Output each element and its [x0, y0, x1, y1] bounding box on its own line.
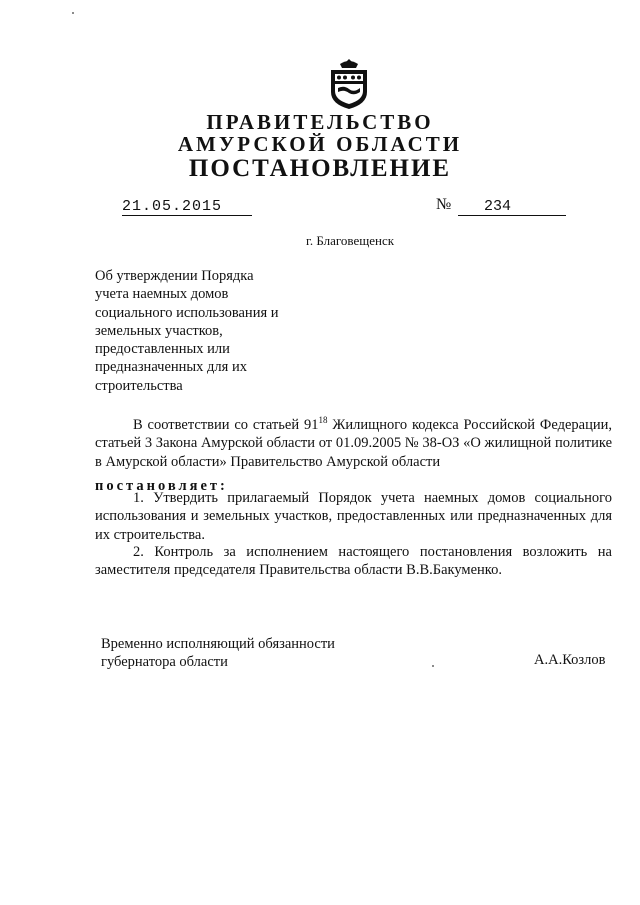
preamble-end: Жилищного кодекса Российской Федерации, статьей 3 Закона Амурской области от 01.09.2005 № 38-ОЗ «О жилищной политике в Амурской области» Правительство Амурской области — [95, 417, 612, 470]
scan-speck — [432, 665, 434, 667]
signatory-title-line: Временно исполняющий обязанности — [101, 636, 335, 652]
subject-line: предоставленных или — [95, 341, 230, 358]
coat-of-arms-icon — [326, 58, 372, 110]
subject-line: земельных участков, — [95, 322, 223, 339]
city: г. Благовещенск — [305, 233, 395, 248]
organization-name-line1: ПРАВИТЕЛЬСТВО — [206, 110, 434, 134]
number-label: № — [436, 196, 452, 213]
preamble-start: В соответствии со статьей 91 — [133, 417, 319, 433]
article-superscript: 18 — [318, 415, 328, 426]
resolution-item-2: 2. Контроль за исполнением настоящего постановления возложить на заместителя председателя Правительства области В.В.Бакуменко. — [95, 544, 612, 579]
document-date: 21.05.2015 — [122, 198, 223, 215]
resolves-heading: постановляет: — [95, 478, 228, 494]
document-type: ПОСТАНОВЛЕНИЕ — [188, 155, 452, 182]
document-number: 234 — [484, 198, 512, 215]
signatory-title-line: губернатора области — [101, 654, 228, 671]
organization-name-line2: АМУРСКОЙ ОБЛАСТИ — [177, 132, 463, 156]
document-subject — [95, 267, 305, 395]
subject-line: строительства — [95, 377, 183, 394]
subject-line: социального использования и — [95, 304, 279, 321]
resolution-item-1: 1. Утвердить прилагаемый Порядок учета наемных домов социального использования и земельных участков, предоставленных или предназначенных для их строительства. — [95, 490, 612, 543]
signatory-name: А.А.Козлов — [534, 652, 606, 668]
subject-line: учета наемных домов — [95, 286, 229, 303]
scan-speck — [72, 12, 74, 14]
signatory-title — [101, 635, 335, 672]
number-underline — [458, 215, 566, 216]
subject-line: предназначенных для их — [95, 359, 247, 376]
subject-line: Об утверждении Порядка — [95, 268, 254, 284]
preamble-paragraph — [95, 416, 612, 471]
date-underline — [122, 215, 252, 216]
